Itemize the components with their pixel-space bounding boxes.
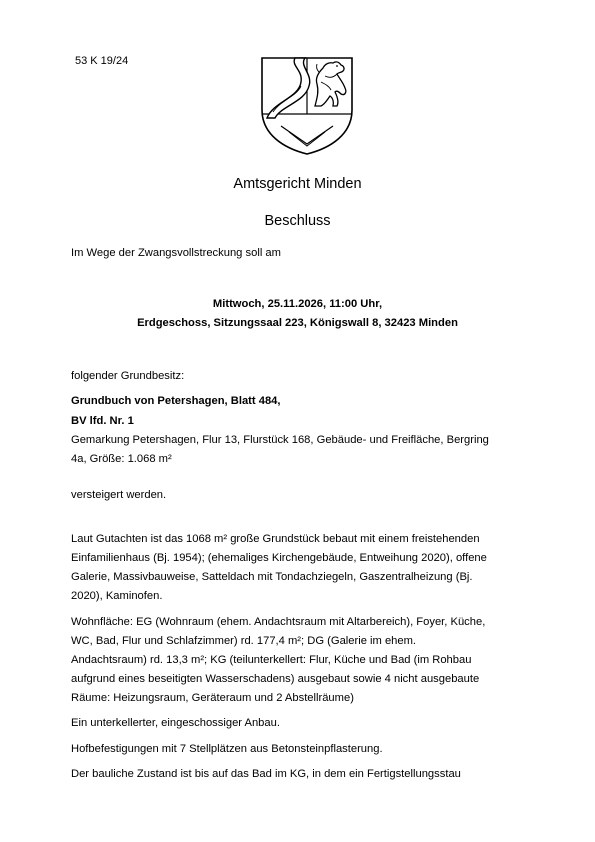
appraisal-paragraph-line: Einfamilienhaus (Bj. 1954); (ehemaliges Kirchengebäude, Entweihung 2020), offene xyxy=(71,552,487,564)
coat-of-arms-nrw-icon xyxy=(259,52,355,156)
annex-text: Ein unterkellerter, eingeschossiger Anbau. xyxy=(71,717,280,729)
appointment-location: Erdgeschoss, Sitzungssaal 223, Königswall 8, 32423 Minden xyxy=(137,317,458,329)
court-name: Amtsgericht Minden xyxy=(233,176,362,192)
living-area-line: Wohnfläche: EG (Wohnraum (ehem. Andachtsraum mit Altarbereich), Foyer, Küche, xyxy=(71,616,486,628)
property-label: folgender Grundbesitz: xyxy=(71,370,185,382)
parking-text: Hofbefestigungen mit 7 Stellplätzen aus Betonsteinpflasterung. xyxy=(71,743,383,755)
appointment-date-time: Mittwoch, 25.11.2026, 11:00 Uhr, xyxy=(212,298,383,310)
living-area-line: aufgrund eines beseitigten Wasserschadens) ausgebaut sowie 4 nicht ausgebaute xyxy=(71,673,480,685)
living-area-line: Andachtsraum) rd. 13,3 m²; KG (teilunterkellert: Flur, Küche und Bad (im Rohbau xyxy=(71,654,472,666)
appraisal-paragraph-line: Laut Gutachten ist das 1068 m² große Grundstück bebaut mit einem freistehenden xyxy=(71,533,480,545)
property-item-number: BV lfd. Nr. 1 xyxy=(71,415,134,427)
property-description-line: Gemarkung Petershagen, Flur 13, Flurstück 168, Gebäude- und Freifläche, Bergring xyxy=(71,434,489,446)
land-register: Grundbuch von Petershagen, Blatt 484, xyxy=(71,395,281,407)
appraisal-paragraph-line: Galerie, Massivbauweise, Satteldach mit Tondachziegeln, Gaszentralheizung (Bj. xyxy=(71,571,473,583)
property-description-line: 4a, Größe: 1.068 m² xyxy=(71,453,172,465)
appraisal-paragraph-line: 2020), Kaminofen. xyxy=(71,590,163,602)
intro-text: Im Wege der Zwangsvollstreckung soll am xyxy=(71,247,281,259)
case-number: 53 K 19/24 xyxy=(75,55,129,67)
condition-text: Der bauliche Zustand ist bis auf das Bad im KG, in dem ein Fertigstellungsstau xyxy=(71,768,461,780)
living-area-line: WC, Bad, Flur und Schlafzimmer) rd. 177,4 m²; DG (Galerie im ehem. xyxy=(71,635,417,647)
auction-text: versteigert werden. xyxy=(71,489,167,501)
living-area-line: Räume: Heizungsraum, Geräteraum und 2 Abstellräume) xyxy=(71,692,354,704)
document-title: Beschluss xyxy=(264,213,331,229)
